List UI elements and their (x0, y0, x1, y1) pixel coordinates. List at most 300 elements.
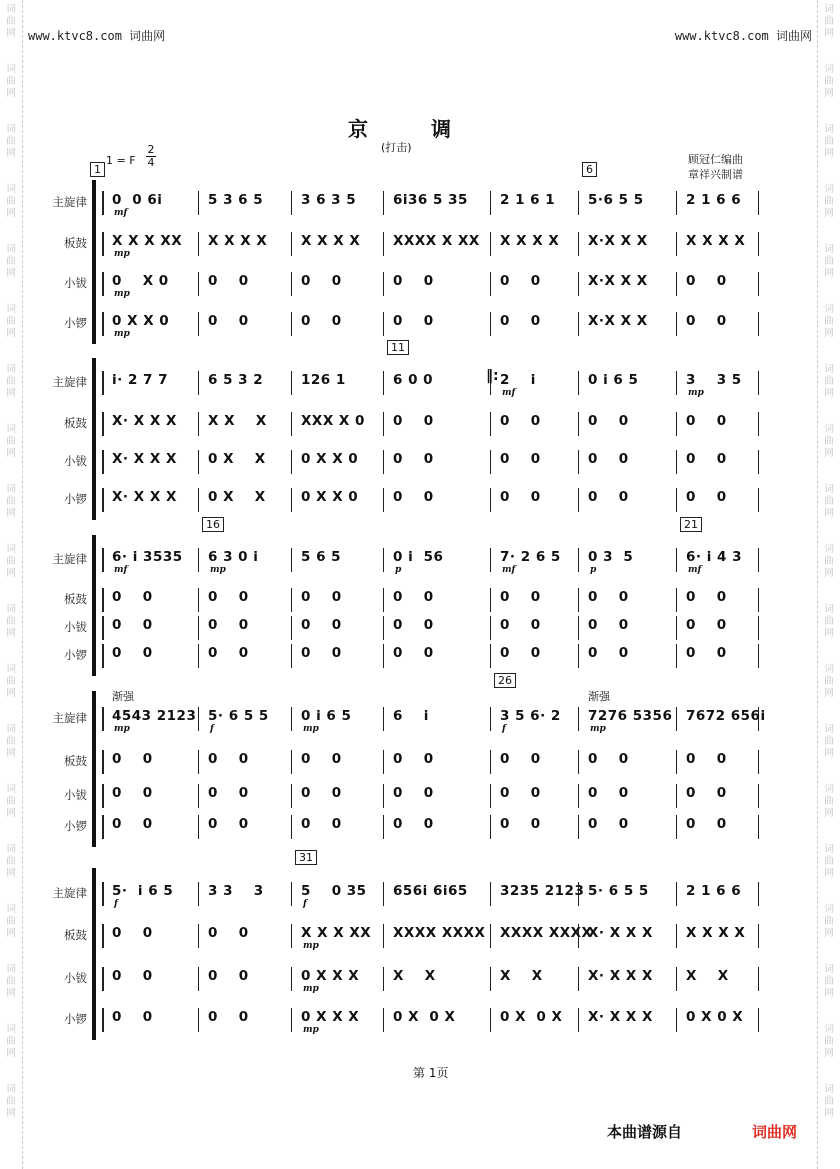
measure-cell: 0 X X X (301, 968, 360, 984)
measure-cell: 0 0 (112, 645, 153, 661)
bar-line (291, 548, 292, 572)
measure-cell: 0 0 (500, 751, 541, 767)
bar-line (758, 784, 759, 808)
measure-cell: 5· i 6 5 (112, 883, 174, 899)
bar-line (758, 191, 759, 215)
watermark-glyphs: 词 曲 网 (6, 64, 16, 99)
instrument-label: 主旋律 (52, 886, 87, 900)
bar-line (102, 232, 104, 256)
bar-line (490, 750, 491, 774)
bar-line (758, 588, 759, 612)
bar-line (490, 588, 491, 612)
measure-number: 26 (494, 673, 516, 688)
measure-cell: 0 X 0 X (500, 1009, 563, 1025)
bar-line (383, 924, 384, 948)
watermark-glyphs: 词 曲 网 (824, 544, 834, 579)
composer-credit: 顾冠仁编曲 (688, 153, 743, 166)
bar-line (676, 371, 677, 395)
measure-cell: 0 0 (500, 617, 541, 633)
source-text: 本曲谱源自 (607, 1123, 683, 1141)
watermark-glyphs: 词 曲 网 (824, 1084, 834, 1119)
measure-cell: 0 0 (393, 617, 434, 633)
measure-cell: 5· 6 5 5 (588, 883, 649, 899)
bar-line (198, 644, 199, 668)
measure-cell: 0 0 (500, 589, 541, 605)
instrument-label: 小锣 (64, 492, 87, 506)
watermark-glyphs: 词 曲 网 (6, 184, 16, 219)
bar-line (758, 882, 759, 906)
system-brace (92, 535, 96, 676)
bar-line (676, 412, 677, 436)
watermark-glyphs: 词 曲 网 (6, 124, 16, 159)
measure-number: 31 (295, 850, 317, 865)
bar-line (578, 815, 579, 839)
measure-cell: 0 0 (588, 451, 629, 467)
bar-line (198, 924, 199, 948)
measure-cell: 2 1 6 6 (686, 883, 742, 899)
brand-link[interactable]: 词曲网 (752, 1123, 798, 1141)
instrument-label: 小锣 (64, 648, 87, 662)
measure-cell: 0 0 (301, 816, 342, 832)
bar-line (198, 1008, 199, 1032)
bar-line (676, 272, 677, 296)
measure-cell: 0 0 (393, 413, 434, 429)
watermark-glyphs: 词 曲 网 (6, 1024, 16, 1059)
bar-line (676, 588, 677, 612)
bar-line (383, 815, 384, 839)
watermark-glyphs: 词 曲 网 (6, 724, 16, 759)
bar-line (198, 488, 199, 512)
measure-cell: 0 0 (112, 968, 153, 984)
measure-cell: 0 i 6 5 (588, 372, 639, 388)
measure-cell: 0 0 (393, 313, 434, 329)
measure-cell: 3235 2123 (500, 883, 585, 899)
bar-line (578, 232, 579, 256)
bar-line (578, 1008, 579, 1032)
site-url-left[interactable]: www.ktvc8.com 词曲网 (28, 29, 166, 43)
measure-cell: 0 0 6i (112, 192, 163, 208)
instrument-label: 小钹 (64, 788, 87, 802)
measure-cell: 0 0 (500, 451, 541, 467)
dynamic-marking: f (502, 724, 506, 734)
bar-line (383, 1008, 384, 1032)
measure-cell: 0 0 (588, 751, 629, 767)
measure-cell: 0 0 (588, 413, 629, 429)
crescendo-marking: 渐强 (588, 690, 610, 703)
watermark-glyphs: 词 曲 网 (824, 604, 834, 639)
bar-line (758, 644, 759, 668)
measure-cell: X X X X (686, 925, 746, 941)
measure-cell: 0 X X 0 (301, 451, 359, 467)
watermark-glyphs: 词 曲 网 (824, 304, 834, 339)
measure-cell: 0 3 5 (588, 549, 634, 565)
measure-cell: 0 X 0 X (393, 1009, 456, 1025)
measure-number: 21 (680, 517, 702, 532)
bar-line (383, 488, 384, 512)
instrument-label: 小钹 (64, 454, 87, 468)
bar-line (383, 412, 384, 436)
measure-cell: 0 0 (686, 645, 727, 661)
bar-line (102, 750, 104, 774)
bar-line (198, 750, 199, 774)
bar-line (490, 616, 491, 640)
measure-cell: 0 0 (588, 617, 629, 633)
measure-cell: 5·6 5 5 (588, 192, 644, 208)
measure-cell: 0 0 (301, 751, 342, 767)
bar-line (291, 924, 292, 948)
bar-line (490, 232, 491, 256)
bar-line (490, 450, 491, 474)
measure-cell: 0 X 0 (112, 273, 169, 289)
bar-line (676, 488, 677, 512)
bar-line (490, 1008, 491, 1032)
measure-cell: X·X X X (588, 313, 648, 329)
bar-line (490, 644, 491, 668)
measure-cell: 0 0 (112, 589, 153, 605)
bar-line (291, 882, 292, 906)
watermark-glyphs: 词 曲 网 (6, 364, 16, 399)
site-url-right[interactable]: www.ktvc8.com 词曲网 (674, 29, 812, 43)
measure-cell: 0 0 (500, 785, 541, 801)
measure-cell: 0 0 (301, 785, 342, 801)
measure-cell: 5 3 6 5 (208, 192, 264, 208)
measure-cell: 0 0 (393, 451, 434, 467)
bar-line (198, 450, 199, 474)
measure-cell: 4543 2123 (112, 708, 197, 724)
bar-line (102, 784, 104, 808)
bar-line (198, 815, 199, 839)
instrument-label: 主旋律 (52, 375, 87, 389)
dynamic-marking: mp (303, 941, 319, 951)
instrument-label: 板鼓 (64, 592, 87, 606)
time-signature-top: 2 (147, 143, 155, 156)
bar-line (198, 707, 199, 731)
watermark-glyphs: 词 曲 网 (824, 784, 834, 819)
measure-cell: 3 3 3 (208, 883, 264, 899)
measure-cell: 0 0 (208, 617, 249, 633)
bar-line (676, 616, 677, 640)
bar-line (676, 1008, 677, 1032)
measure-cell: 0 0 (112, 816, 153, 832)
watermark-glyphs: 词 曲 网 (824, 904, 834, 939)
bar-line (383, 967, 384, 991)
bar-line (383, 191, 384, 215)
measure-cell: 0 0 (686, 617, 727, 633)
instrument-label: 板鼓 (64, 416, 87, 430)
key-signature: 1 = F (106, 154, 136, 167)
measure-cell: 0 X X (208, 451, 266, 467)
measure-cell: 0 0 (208, 816, 249, 832)
measure-cell: 0 0 (393, 645, 434, 661)
measure-cell: 5· 6 5 5 (208, 708, 269, 724)
bar-line (676, 784, 677, 808)
bar-line (198, 588, 199, 612)
watermark-glyphs: 词 曲 网 (6, 964, 16, 999)
measure-cell: 0 0 (686, 589, 727, 605)
measure-cell: 0 0 (301, 589, 342, 605)
measure-cell: 0 0 (588, 489, 629, 505)
measure-cell: 0 0 (208, 925, 249, 941)
dynamic-marking: f (210, 724, 214, 734)
bar-line (383, 588, 384, 612)
crescendo-marking: 渐强 (112, 690, 134, 703)
bar-line (676, 548, 677, 572)
measure-cell: X X X XX (301, 925, 372, 941)
measure-cell: X X X X (500, 233, 560, 249)
measure-cell: X·X X X (588, 233, 648, 249)
bar-line (102, 924, 104, 948)
measure-cell: X X (686, 968, 729, 984)
measure-cell: 6 i (393, 708, 429, 724)
measure-cell: 0 0 (686, 816, 727, 832)
watermark-glyphs: 词 曲 网 (824, 424, 834, 459)
measure-cell: 0 0 (301, 617, 342, 633)
measure-cell: 0 X X 0 (301, 489, 359, 505)
bar-line (676, 882, 677, 906)
measure-cell: 0 0 (112, 925, 153, 941)
measure-cell: X X X (208, 413, 267, 429)
arranger-credit: 章祥兴制谱 (688, 168, 743, 181)
bar-line (490, 815, 491, 839)
bar-line (383, 450, 384, 474)
bar-line (102, 616, 104, 640)
measure-cell: XXX X 0 (301, 413, 365, 429)
bar-line (102, 450, 104, 474)
measure-cell: XXXX XXXX (500, 925, 593, 941)
bar-line (102, 644, 104, 668)
bar-line (758, 616, 759, 640)
measure-cell: 2 1 6 1 (500, 192, 556, 208)
dynamic-marking: mf (502, 388, 516, 398)
bar-line (291, 312, 292, 336)
bar-line (578, 750, 579, 774)
measure-cell: 126 1 (301, 372, 346, 388)
watermark-glyphs: 词 曲 网 (824, 964, 834, 999)
bar-line (490, 707, 491, 731)
bar-line (676, 191, 677, 215)
measure-cell: 7672 656i (686, 708, 766, 724)
measure-cell: 0 0 (500, 645, 541, 661)
bar-line (291, 616, 292, 640)
measure-cell: 0 0 (208, 785, 249, 801)
measure-cell: 6 3 0 i (208, 549, 259, 565)
measure-cell: 0 0 (500, 816, 541, 832)
dynamic-marking: f (303, 899, 307, 909)
bar-line (578, 371, 579, 395)
bar-line (578, 644, 579, 668)
bar-line (198, 882, 199, 906)
bar-line (383, 312, 384, 336)
measure-cell: 7276 5356 (588, 708, 673, 724)
measure-cell: X· X X X (112, 489, 177, 505)
measure-cell: 0 0 (208, 968, 249, 984)
dynamic-marking: mp (303, 1025, 319, 1035)
measure-cell: 0 0 (686, 489, 727, 505)
bar-line (291, 815, 292, 839)
measure-cell: 0 0 (500, 413, 541, 429)
watermark-glyphs: 词 曲 网 (6, 484, 16, 519)
instrument-label: 板鼓 (64, 754, 87, 768)
bar-line (758, 412, 759, 436)
bar-line (102, 272, 104, 296)
bar-line (758, 232, 759, 256)
measure-cell: 0 0 (393, 589, 434, 605)
measure-number: 1 (90, 162, 105, 177)
dynamic-marking: mp (590, 724, 606, 734)
bar-line (490, 967, 491, 991)
measure-cell: 0 X X 0 (112, 313, 170, 329)
watermark-glyphs: 词 曲 网 (824, 244, 834, 279)
watermark-glyphs: 词 曲 网 (824, 184, 834, 219)
instrument-label: 小锣 (64, 819, 87, 833)
bar-line (490, 882, 491, 906)
bar-line (758, 488, 759, 512)
watermark-glyphs: 词 曲 网 (824, 484, 834, 519)
measure-cell: 0 0 (588, 589, 629, 605)
watermark-glyphs: 词 曲 网 (824, 364, 834, 399)
bar-line (578, 312, 579, 336)
bar-line (383, 644, 384, 668)
dynamic-marking: mp (114, 329, 130, 339)
bar-line (102, 967, 104, 991)
bar-line (198, 371, 199, 395)
watermark-glyphs: 词 曲 网 (824, 64, 834, 99)
bar-line (578, 548, 579, 572)
measure-cell: 7· 2 6 5 (500, 549, 561, 565)
bar-line (102, 412, 104, 436)
measure-cell: 0 0 (112, 617, 153, 633)
measure-cell: 0 i 56 (393, 549, 444, 565)
instrument-label: 小钹 (64, 971, 87, 985)
bar-line (578, 616, 579, 640)
bar-line (490, 312, 491, 336)
system-brace (92, 358, 96, 520)
measure-cell: 6 0 0 (393, 372, 434, 388)
dynamic-marking: mp (114, 289, 130, 299)
measure-cell: 0 0 (500, 313, 541, 329)
watermark-glyphs: 词 曲 网 (6, 604, 16, 639)
instrument-label: 小钹 (64, 276, 87, 290)
bar-line (578, 412, 579, 436)
measure-cell: 0 0 (686, 273, 727, 289)
measure-cell: 0 0 (500, 489, 541, 505)
measure-cell: 0 X X X (301, 1009, 360, 1025)
measure-cell: 0 0 (393, 273, 434, 289)
measure-cell: X· X X X (112, 413, 177, 429)
bar-line (578, 450, 579, 474)
bar-line (490, 548, 491, 572)
measure-cell: X· X X X (112, 451, 177, 467)
instrument-label: 小锣 (64, 316, 87, 330)
bar-line (198, 191, 199, 215)
system-brace (92, 868, 96, 1040)
bar-line (383, 707, 384, 731)
bar-line (291, 784, 292, 808)
bar-line (758, 312, 759, 336)
dynamic-marking: mf (688, 565, 702, 575)
instrument-label: 主旋律 (52, 711, 87, 725)
bar-line (291, 191, 292, 215)
page-number: 第 1页 (413, 1066, 449, 1080)
measure-cell: X X X X (301, 233, 361, 249)
bar-line (102, 371, 104, 395)
instrument-label: 小锣 (64, 1012, 87, 1026)
measure-cell: 0 0 (112, 751, 153, 767)
measure-cell: 3 3 5 (686, 372, 742, 388)
bar-line (102, 312, 104, 336)
dynamic-marking: mp (688, 388, 704, 398)
measure-number: 11 (387, 340, 409, 355)
bar-line (676, 312, 677, 336)
watermark-glyphs: 词 曲 网 (6, 4, 16, 39)
bar-line (198, 232, 199, 256)
time-signature (146, 144, 156, 169)
bar-line (198, 548, 199, 572)
dynamic-marking: f (114, 899, 118, 909)
watermark-glyphs: 词 曲 网 (6, 784, 16, 819)
credits (688, 152, 743, 182)
bar-line (758, 750, 759, 774)
measure-cell: 3 5 6· 2 (500, 708, 561, 724)
measure-cell: 6· i 3535 (112, 549, 183, 565)
measure-cell: 0 0 (208, 273, 249, 289)
bar-line (291, 412, 292, 436)
bar-line (102, 548, 104, 572)
measure-cell: 0 0 (301, 273, 342, 289)
measure-cell: X X X X (686, 233, 746, 249)
dynamic-marking: p (590, 565, 597, 575)
bar-line (291, 588, 292, 612)
watermark-glyphs: 词 曲 网 (6, 424, 16, 459)
bar-line (758, 450, 759, 474)
bar-line (758, 815, 759, 839)
bar-line (676, 450, 677, 474)
system-brace (92, 691, 96, 847)
measure-cell: 0 0 (112, 1009, 153, 1025)
bar-line (198, 272, 199, 296)
measure-cell: 2 i (500, 372, 536, 388)
bar-line (383, 232, 384, 256)
watermark-glyphs: 词 曲 网 (6, 844, 16, 879)
bar-line (102, 1008, 104, 1032)
measure-cell: 0 0 (588, 816, 629, 832)
measure-cell: X X (393, 968, 436, 984)
bar-line (758, 548, 759, 572)
measure-cell: 6 5 3 2 (208, 372, 264, 388)
measure-cell: 0 0 (112, 785, 153, 801)
dynamic-marking: mp (210, 565, 226, 575)
instrument-label: 主旋律 (52, 552, 87, 566)
dynamic-marking: mp (303, 724, 319, 734)
instrument-label: 板鼓 (64, 236, 87, 250)
watermark-glyphs: 词 曲 网 (824, 1024, 834, 1059)
measure-cell: 5 6 5 (301, 549, 342, 565)
bar-line (198, 412, 199, 436)
measure-cell: 0 0 (393, 489, 434, 505)
measure-cell: 5 0 35 (301, 883, 367, 899)
bar-line (383, 272, 384, 296)
measure-cell: 0 0 (208, 1009, 249, 1025)
bar-line (291, 1008, 292, 1032)
measure-cell: 0 X 0 X (686, 1009, 744, 1025)
measure-cell: 0 0 (301, 313, 342, 329)
watermark-glyphs: 词 曲 网 (824, 664, 834, 699)
bar-line (291, 450, 292, 474)
measure-cell: X· X X X (588, 968, 653, 984)
bar-line (490, 924, 491, 948)
bar-line (578, 588, 579, 612)
dynamic-marking: mp (114, 249, 130, 259)
